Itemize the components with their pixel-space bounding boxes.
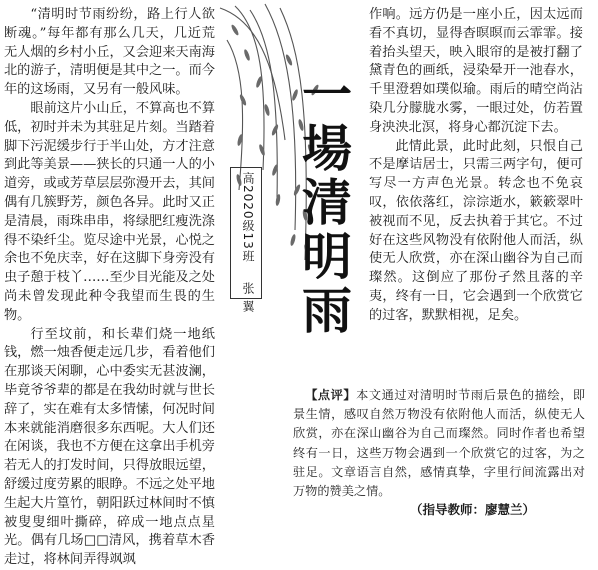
paragraph-3-part-2: 作响。远方仍是一座小丘，因太远而看不真切，显得杳暝暝而云霏霏。接着抬头望天，映入眼帘的是被打翻了黛青色的画纸，浸染晕开一池春水，千里澄碧如璞似瑜。雨后的晴空尚沾染几分朦胧水雾，一眼过处，仿若置身泱泱北溟，将身心都沉淀下去。 [369,7,583,135]
review-text: 本文通过对清明时节雨后景色的描绘，即景生情，感叹自然万物没有依附他人而活，纵使无人欣赏，亦在深山幽谷为自己而璨然。同时作者也希望终有一日，这些万物会遇到一个欣赏它的过客，为之驻足。文章语言自然，感情真挚，字里行间流露出对万物的赞美之情。 [293,388,586,499]
review-box [293,386,585,501]
instructor-credit: （指导教师：廖慧兰） [410,502,536,517]
article-title: 一場清明雨 [294,68,353,338]
paragraph-3-part-1: 行至坟前，和长辈们烧一地纸钱，燃一烛香便走远几步，看着他们在那谈天闲聊，心中委实无甚波澜，毕竟爷爷辈的都是在我幼时就与世长辞了，实在难有太多情愫，何况时间本来就能消磨很多东西呢。大人们还在闲谈，我也不方便在这拿出手机旁若无人的打发时间，只得放眼远望，舒缓过度劳累的眼睁。不远之处平地生起大片篁竹，朝阳跃过林间时不慎被叟叟细叶撕碎，碎成一地点点星光。偶有几场□□清风，携着草木香走过，将林间弄得飒飒 [4,326,215,568]
review-paragraph [293,386,585,501]
article-body-right-column [369,6,583,326]
paragraph-1: “清明时节雨纷纷，路上行人欲断魂。”每年都有那么几天，几近荒无人烟的乡村小丘，又会迎来天南海北的游子，清明便是其中之一。而今年的这场雨，又另有一般风味。 [4,7,215,98]
byline [235,172,257,313]
author-name: 张 翼 [241,282,255,313]
review-label: 【点评】 [305,388,357,402]
article-body-left-column [4,6,215,570]
paragraph-4: 此情此景，此时此刻，只恨自己不是摩诘居士，只需三两字句，便可写尽一方声色光景。转念也不免哀叹，依依落红，淙淙逝水，簌簌翠叶被视而不见，反去执着于其它。不过好在这些风物没有依附他人而活，纵使无人欣赏，亦在深山幽谷为自己而璨然。这倒应了那份孑然且落的辛夷，终有一日，它会遇到一个欣赏它的过客，默默相视，足矣。 [369,138,583,323]
class-info: 高2020级13班 [241,172,255,263]
paragraph-2: 眼前这片小山丘，不算高也不算低，初时并未为其驻足片刻。当踏着脚下污泥缓步行于半山处，方才注意到此等美景——狭长的只通一人的小道旁，或或芳草层层弥漫开去，其间偶有几簇野芳，颜色各异。此时又正是清晨，雨珠串串，将绿肥红瘦洗涤得不染纤尘。览尽途中光景，心悦之余也不免庆幸，好在这脚下身旁没有虫子憩于枝丫……至少目光能及之处尚未曾发现此种令我望而生畏的生物。 [4,100,216,323]
